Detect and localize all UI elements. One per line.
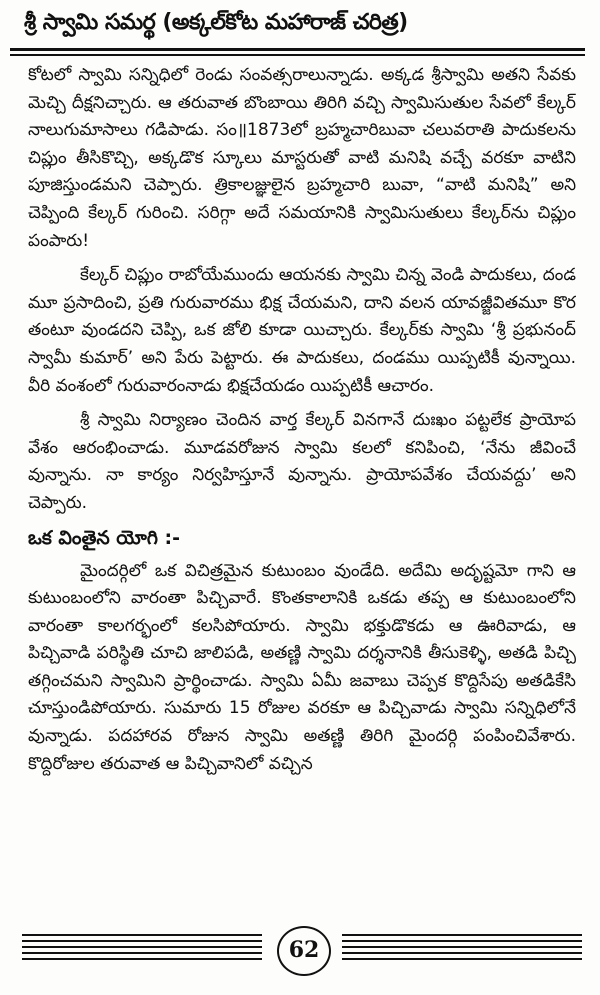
footer-rule xyxy=(342,934,582,936)
page-number: 62 xyxy=(288,937,320,963)
footer-rule xyxy=(342,946,582,948)
paragraph: మైందర్గిలో ఒక విచిత్రమైన కుటుంబం వుండేది. అదేమి అదృష్టమో గాని ఆ కుటుంబంలోని వారంతా పిచ్చివారే. కొంతకాలానికి ఒకడు తప్ప ఆ కుటుంబంలోని వారంతా కాలగర్భంలో కలసిపోయారు. స్వామి భక్తుడొకడు ఆ ఊరివాడు, ఆ పిచ్చివాడి పరిస్థితి చూచి జాలిపడి, అతణ్ణి స్వామి దర్శనానికి తీసుకెళ్ళి, అతడి పిచ్చి తగ్గించమని స్వామిని ప్రార్థించాడు. స్వామి ఏమీ జవాబు చెప్పక కొద్దిసేపు అతడికేసి చూస్తుండిపోయారు. సుమారు 15 రోజుల వరకూ ఆ పిచ్చివాడు స్వామి సన్నిధిలోనే వున్నాడు. పదహారవ రోజున స్వామి అతణ్ణి తిరిగి మైందర్గి పంపించివేశారు. కొద్దిరోజుల తరువాత ఆ పిచ్చివానిలో వచ్చిన xyxy=(28,560,576,774)
footer-rule xyxy=(342,952,582,954)
paragraph: కోటలో స్వామి సన్నిధిలో రెండు సంవత్సరాలున్నాడు. అక్కడ శ్రీస్వామి అతని సేవకు మెచ్చి దీక్షనిచ్చారు. ఆ తరువాత బొంబాయి తిరిగి వచ్చి స్వామిసుతుల సేవలో కేల్కర్ నాలుగుమాసాలు గడిపాడు. సం॥1873లో బ్రహ్మచారిబువా చలువరాతి పాదుకలను చిప్లుం తీసికొచ్చి, అక్కడొక స్కూలు మాస్టరుతో వాటి మనిషి వచ్చే వరకూ వాటిని పూజిస్తుండమని చెప్పారు. త్రికాలజ్ఞులైన బ్రహ్మచారి బువా, “వాటి మనిషి” అని చెప్పింది కేల్కర్ గురించి. సరిగ్గా అదే సమయానికి స్వామిసుతులు కేల్కర్‌ను చిప్లుం పంపారు! xyxy=(28,65,576,251)
footer-rule xyxy=(22,952,262,954)
footer-rule xyxy=(342,940,582,942)
running-header-title: శ్రీ స్వామి సమర్థ (అక్కల్‌కోట మహారాజ్ చరిత్ర) xyxy=(24,10,408,35)
paragraph: శ్రీ స్వామి నిర్యాణం చెందిన వార్త కేల్కర్ వినగానే దుఃఖం పట్టలేక ప్రాయోపవేశం ఆరంభించాడు. మూడవరోజున స్వామి కలలో కనిపించి, ‘నేను జీవించే వున్నాను. నా కార్యం నిర్వహిస్తూనే వున్నాను. ప్రాయోపవేశం చేయవద్దు’ అని చెప్పారు. xyxy=(28,410,576,513)
header-rule xyxy=(10,48,585,51)
running-header xyxy=(10,6,585,62)
header-rule xyxy=(10,54,585,56)
footer-rule xyxy=(22,940,262,942)
footer-rule xyxy=(342,958,582,960)
footer-rule xyxy=(22,934,262,936)
paragraph: కేల్కర్ చిప్లుం రాబోయేముందు ఆయనకు స్వామి చిన్న వెండి పాదుకలు, దండమూ ప్రసాదించి, ప్రతి గురువారము భిక్ష చేయమని, దాని వలన యావజ్జీవితమూ కొరతంటూ వుండదని చెప్పి, ఒక జోలి కూడా యిచ్చారు. కేల్కర్‌కు స్వామి ‘శ్రీ ప్రభునంద్ స్వామీ కుమార్’ అని పేరు పెట్టారు. ఈ పాదుకలు, దండము యిప్పటికీ వున్నాయి. వీరి వంశంలో గురువారంనాడు భిక్షచేయడం యిప్పటికీ ఆచారం. xyxy=(28,265,576,396)
page-number-badge xyxy=(277,926,331,976)
footer-rule xyxy=(22,946,262,948)
page-footer xyxy=(22,920,582,980)
footer-rule xyxy=(22,958,262,960)
section-heading: ఒక వింతైన యోగి :- xyxy=(28,526,181,549)
body-text xyxy=(28,62,576,785)
